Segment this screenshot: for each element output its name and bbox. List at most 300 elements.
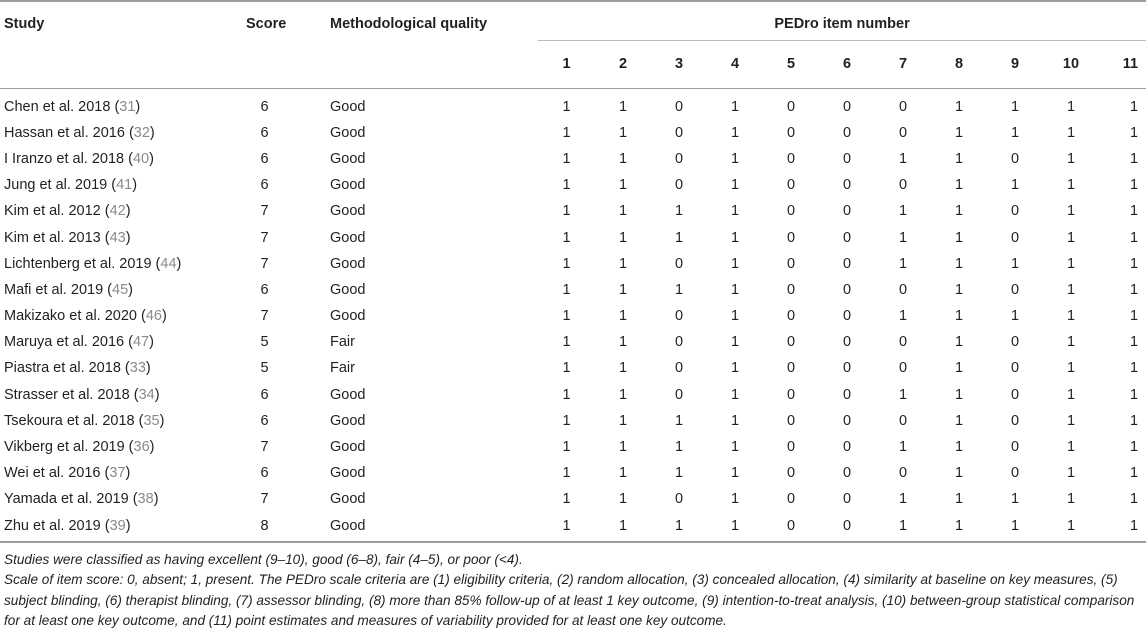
- item-4-cell: 1: [730, 439, 740, 456]
- item-11-cell: 1: [1130, 360, 1139, 377]
- item-10-cell: 1: [1043, 513, 1099, 542]
- item-8-cell: 1: [954, 386, 964, 403]
- item-4-cell: 1: [730, 465, 740, 482]
- footnote-scale-criteria: Scale of item score: 0, absent; 1, present. The PEDro scale criteria are (1) eligibility criteria, (2) random allocation, (3) concealed allocation, (4) similarity at baseline on key measures, (5) subject blinding, (6) therapist blinding, (7) assessor blinding, (8) more than 85% follow-up of at least 1 key outcome, (9) intention-to-treat analysis, (10) between-group statistical comparison for at least one key outcome, and (11) point estimates and measures of variability provided for at least one key outcome.: [4, 572, 1135, 629]
- item-7-cell: 0: [898, 177, 908, 194]
- item-11-cell: 1: [1130, 229, 1139, 246]
- ref-close-paren: ): [135, 98, 141, 115]
- study-cell: [0, 434, 226, 460]
- study-name: Yamada et al. 2019: [4, 491, 129, 508]
- item-6-cell: 0: [842, 334, 852, 351]
- ref-close-paren: ): [176, 255, 182, 272]
- item-11-cell: 1: [1130, 465, 1139, 482]
- header-item-3: 3: [651, 40, 707, 88]
- item-3-cell: 0: [674, 334, 684, 351]
- ref-open-paren: (: [151, 255, 161, 272]
- item-4-cell: 1: [730, 491, 740, 508]
- item-2-cell: 1: [618, 203, 628, 220]
- item-7-cell: 0: [898, 412, 908, 429]
- reference-link[interactable]: 47: [132, 334, 150, 351]
- item-5-cell: 0: [786, 334, 796, 351]
- item-2-cell: 1: [618, 229, 628, 246]
- item-6-cell: 0: [842, 412, 852, 429]
- header-item-5: 5: [763, 40, 819, 88]
- item-3-cell: 1: [674, 439, 684, 456]
- header-item-8: 8: [931, 40, 987, 88]
- quality-cell: Fair: [330, 360, 355, 377]
- item-3-cell: 0: [674, 360, 684, 377]
- item-10-cell: 1: [1066, 177, 1076, 194]
- item-2-cell: 1: [618, 177, 628, 194]
- header-item-4: 4: [707, 40, 763, 88]
- item-9-cell: 1: [1010, 308, 1020, 325]
- study-cell: [0, 408, 226, 434]
- table-row: [0, 355, 1146, 381]
- item-5-cell: 0: [786, 124, 796, 141]
- ref-close-paren: ): [149, 334, 154, 351]
- item-8-cell: 1: [954, 124, 964, 141]
- item-10-cell: 1: [1066, 439, 1076, 456]
- item-10-cell: 1: [1066, 203, 1076, 220]
- item-2-cell: 1: [618, 308, 628, 325]
- table-row: [0, 172, 1146, 198]
- study-name: Piastra et al. 2018: [4, 360, 121, 377]
- item-1-cell: 1: [562, 360, 571, 377]
- ref-open-paren: (: [129, 386, 139, 403]
- item-5-cell: 0: [786, 386, 796, 403]
- ref-open-paren: (: [120, 360, 130, 377]
- item-3-cell: 1: [674, 465, 684, 482]
- ref-open-paren: (: [128, 491, 138, 508]
- quality-cell: Good: [330, 177, 366, 194]
- study-name: Strasser et al. 2018: [4, 386, 130, 403]
- table-row: [0, 513, 1146, 542]
- header-study: Study: [4, 16, 45, 32]
- item-4-cell: 1: [730, 386, 740, 403]
- item-1-cell: 1: [562, 203, 571, 220]
- item-10-cell: 1: [1066, 124, 1076, 141]
- item-6-cell: 0: [842, 229, 852, 246]
- item-4-cell: 1: [730, 124, 740, 141]
- item-2-cell: 1: [618, 334, 628, 351]
- item-11-cell: 1: [1130, 491, 1139, 508]
- table-body: [0, 88, 1146, 542]
- item-11-cell: 1: [1130, 255, 1139, 272]
- ref-close-paren: ): [149, 124, 155, 141]
- item-2-cell: 1: [618, 255, 628, 272]
- item-2-cell: 1: [618, 150, 628, 167]
- study-cell: [0, 198, 226, 224]
- table-row: [0, 224, 1146, 250]
- ref-close-paren: ): [128, 281, 133, 298]
- header-methodological-quality: Methodological quality: [330, 16, 488, 32]
- item-1-cell: 1: [562, 124, 571, 141]
- reference-link[interactable]: 32: [133, 124, 150, 141]
- item-4-cell: 1: [730, 281, 740, 298]
- score-cell: 5: [260, 334, 269, 351]
- item-4-cell: 1: [730, 229, 740, 246]
- item-4-cell: 1: [730, 334, 740, 351]
- item-3-cell: 0: [674, 308, 684, 325]
- quality-cell: Good: [330, 465, 366, 482]
- item-8-cell: 1: [954, 491, 964, 508]
- item-4-cell: 1: [730, 255, 740, 272]
- item-10-cell: 1: [1066, 412, 1076, 429]
- item-4-cell: 1: [707, 513, 763, 542]
- reference-link[interactable]: 39: [109, 517, 126, 534]
- item-5-cell: 0: [786, 255, 796, 272]
- score-cell: 6: [260, 124, 269, 141]
- item-6-cell: 0: [842, 150, 852, 167]
- table-footnotes: [0, 543, 1146, 632]
- item-2-cell: 1: [618, 124, 628, 141]
- ref-close-paren: ): [149, 439, 155, 456]
- item-1-cell: 1: [562, 177, 571, 194]
- study-cell: [0, 120, 226, 146]
- item-9-cell: 1: [987, 513, 1043, 542]
- study-cell: [0, 513, 226, 542]
- ref-close-paren: ): [125, 517, 131, 534]
- item-7-cell: 1: [898, 150, 908, 167]
- ref-open-paren: (: [124, 439, 134, 456]
- item-10-cell: 1: [1066, 386, 1076, 403]
- table-row: [0, 303, 1146, 329]
- ref-close-paren: ): [145, 360, 151, 377]
- quality-cell: Good: [330, 412, 366, 429]
- item-7-cell: 0: [898, 334, 908, 351]
- item-7-cell: 1: [898, 255, 908, 272]
- item-8-cell: 1: [931, 513, 987, 542]
- study-name: Zhu et al. 2019: [4, 517, 101, 534]
- study-name: Maruya et al. 2016: [4, 334, 125, 351]
- reference-link[interactable]: 33: [129, 360, 146, 377]
- table-row: [0, 408, 1146, 434]
- header-item-1: 1: [538, 40, 595, 88]
- score-cell: 7: [260, 203, 269, 220]
- item-6-cell: 0: [842, 177, 852, 194]
- reference-link[interactable]: 45: [112, 281, 129, 298]
- study-name: Kim et al. 2012: [4, 203, 101, 220]
- header-item-6: 6: [819, 40, 875, 88]
- item-8-cell: 1: [954, 360, 964, 377]
- study-cell: [0, 277, 226, 303]
- score-cell: 7: [260, 439, 269, 456]
- item-5-cell: 0: [786, 150, 796, 167]
- item-10-cell: 1: [1066, 465, 1076, 482]
- score-cell: 7: [260, 255, 269, 272]
- item-1-cell: 1: [562, 334, 571, 351]
- item-5-cell: 0: [786, 229, 796, 246]
- study-cell: [0, 329, 226, 355]
- item-5-cell: 0: [786, 308, 796, 325]
- item-9-cell: 0: [1010, 229, 1020, 246]
- item-11-cell: 1: [1130, 412, 1139, 429]
- ref-close-paren: ): [154, 386, 160, 403]
- quality-cell: Good: [330, 386, 366, 403]
- quality-cell: Good: [330, 491, 366, 508]
- item-3-cell: 1: [651, 513, 707, 542]
- item-6-cell: 0: [842, 308, 852, 325]
- reference-link[interactable]: 31: [119, 98, 136, 115]
- header-item-2: 2: [595, 40, 651, 88]
- study-name: Tsekoura et al. 2018: [4, 412, 135, 429]
- item-1-cell: 1: [562, 491, 571, 508]
- table-header: [0, 1, 1146, 88]
- item-6-cell: 0: [842, 98, 852, 115]
- item-8-cell: 1: [954, 334, 964, 351]
- study-cell: [0, 172, 226, 198]
- item-4-cell: 1: [730, 412, 740, 429]
- item-2-cell: 1: [618, 412, 628, 429]
- item-5-cell: 0: [786, 281, 796, 298]
- table-row: [0, 329, 1146, 355]
- item-10-cell: 1: [1066, 98, 1076, 115]
- score-cell: 7: [260, 229, 269, 246]
- item-10-cell: 1: [1066, 281, 1076, 298]
- item-9-cell: 0: [1010, 334, 1020, 351]
- quality-cell: Good: [330, 124, 366, 141]
- quality-cell: Good: [318, 513, 538, 542]
- score-cell: 8: [226, 513, 318, 542]
- item-6-cell: 0: [842, 491, 852, 508]
- reference-link[interactable]: 37: [109, 465, 126, 482]
- item-5-cell: 0: [786, 465, 796, 482]
- study-name: Mafi et al. 2019: [4, 281, 104, 298]
- quality-cell: Good: [330, 98, 366, 115]
- item-6-cell: 0: [842, 386, 852, 403]
- study-cell: [0, 460, 226, 486]
- item-9-cell: 1: [1010, 491, 1020, 508]
- reference-link[interactable]: 34: [138, 386, 155, 403]
- table-row: [0, 198, 1146, 224]
- item-10-cell: 1: [1066, 308, 1076, 325]
- item-11-cell: 1: [1130, 203, 1139, 220]
- study-cell: [0, 355, 226, 381]
- item-3-cell: 1: [674, 229, 684, 246]
- ref-close-paren: ): [162, 308, 167, 325]
- item-8-cell: 1: [954, 150, 964, 167]
- item-7-cell: 1: [898, 386, 908, 403]
- score-cell: 6: [260, 465, 269, 482]
- item-11-cell: 1: [1130, 124, 1139, 141]
- item-9-cell: 0: [1010, 203, 1020, 220]
- item-3-cell: 0: [674, 124, 684, 141]
- item-8-cell: 1: [954, 98, 964, 115]
- item-2-cell: 1: [618, 491, 628, 508]
- item-7-cell: 1: [898, 439, 908, 456]
- item-8-cell: 1: [954, 255, 964, 272]
- footnote-classification: Studies were classified as having excellent (9–10), good (6–8), fair (4–5), or poor (<4).: [4, 551, 523, 567]
- item-10-cell: 1: [1066, 491, 1076, 508]
- ref-open-paren: (: [100, 517, 110, 534]
- item-6-cell: 0: [842, 124, 852, 141]
- item-4-cell: 1: [730, 150, 740, 167]
- item-2-cell: 1: [618, 360, 628, 377]
- quality-cell: Good: [330, 439, 366, 456]
- item-1-cell: 1: [562, 412, 571, 429]
- item-11-cell: 1: [1130, 308, 1139, 325]
- header-item-11: 11: [1099, 40, 1146, 88]
- score-cell: 6: [260, 386, 269, 403]
- table-row: [0, 460, 1146, 486]
- table-row: [0, 277, 1146, 303]
- reference-link[interactable]: 43: [109, 229, 126, 246]
- item-7-cell: 1: [875, 513, 931, 542]
- item-6-cell: 0: [819, 513, 875, 542]
- item-9-cell: 0: [1010, 150, 1020, 167]
- ref-close-paren: ): [132, 177, 138, 194]
- quality-cell: Good: [330, 308, 366, 325]
- ref-close-paren: ): [149, 150, 154, 167]
- item-11-cell: 1: [1130, 150, 1139, 167]
- table-row: [0, 434, 1146, 460]
- study-name: Lichtenberg et al. 2019: [4, 255, 152, 272]
- table-row: [0, 251, 1146, 277]
- item-1-cell: 1: [562, 281, 571, 298]
- item-6-cell: 0: [842, 465, 852, 482]
- header-score: Score: [246, 16, 287, 32]
- item-9-cell: 0: [1010, 439, 1020, 456]
- study-cell: [0, 146, 226, 172]
- header-item-10: 10: [1043, 40, 1099, 88]
- item-3-cell: 0: [674, 255, 684, 272]
- item-4-cell: 1: [730, 360, 740, 377]
- study-cell: [0, 382, 226, 408]
- reference-link[interactable]: 46: [145, 308, 162, 325]
- item-7-cell: 0: [898, 124, 908, 141]
- ref-open-paren: (: [124, 150, 133, 167]
- reference-link[interactable]: 42: [109, 203, 126, 220]
- ref-open-paren: (: [124, 334, 133, 351]
- item-9-cell: 1: [1010, 124, 1020, 141]
- item-7-cell: 1: [898, 491, 908, 508]
- item-7-cell: 0: [898, 465, 908, 482]
- item-4-cell: 1: [730, 98, 740, 115]
- ref-open-paren: (: [110, 98, 120, 115]
- table-row: [0, 382, 1146, 408]
- table-row: [0, 146, 1146, 172]
- quality-cell: Good: [330, 229, 366, 246]
- item-7-cell: 1: [898, 229, 908, 246]
- reference-link[interactable]: 35: [143, 412, 160, 429]
- item-11-cell: 1: [1130, 439, 1139, 456]
- item-5-cell: 0: [786, 439, 796, 456]
- study-cell: [0, 303, 226, 329]
- ref-close-paren: ): [125, 203, 131, 220]
- item-8-cell: 1: [954, 203, 964, 220]
- item-2-cell: 1: [595, 513, 651, 542]
- header-pedro-item-number: PEDro item number: [774, 16, 910, 32]
- item-6-cell: 0: [842, 439, 852, 456]
- item-9-cell: 1: [1010, 98, 1020, 115]
- study-name: Wei et al. 2016: [4, 465, 101, 482]
- item-11-cell: 1: [1099, 513, 1146, 542]
- score-cell: 5: [260, 360, 269, 377]
- item-9-cell: 0: [1010, 386, 1020, 403]
- study-name: Kim et al. 2013: [4, 229, 101, 246]
- reference-link[interactable]: 38: [137, 491, 154, 508]
- ref-close-paren: ): [153, 491, 159, 508]
- item-1-cell: 1: [562, 439, 571, 456]
- item-5-cell: 0: [763, 513, 819, 542]
- item-11-cell: 1: [1130, 281, 1139, 298]
- quality-cell: Good: [330, 150, 366, 167]
- table-row: [0, 486, 1146, 512]
- item-6-cell: 0: [842, 360, 852, 377]
- study-cell: [0, 486, 226, 512]
- table-row: [0, 88, 1146, 120]
- header-item-9: 9: [987, 40, 1043, 88]
- score-cell: 6: [260, 281, 269, 298]
- header-item-7: 7: [875, 40, 931, 88]
- item-10-cell: 1: [1066, 229, 1076, 246]
- item-5-cell: 0: [786, 360, 796, 377]
- study-cell: [0, 88, 226, 120]
- reference-link[interactable]: 44: [160, 255, 177, 272]
- item-9-cell: 1: [1010, 177, 1020, 194]
- item-4-cell: 1: [730, 203, 740, 220]
- ref-open-paren: (: [124, 124, 134, 141]
- item-4-cell: 1: [730, 177, 740, 194]
- score-cell: 7: [260, 308, 269, 325]
- item-1-cell: 1: [562, 308, 571, 325]
- item-4-cell: 1: [730, 308, 740, 325]
- item-8-cell: 1: [954, 308, 964, 325]
- item-9-cell: 0: [1010, 281, 1020, 298]
- item-5-cell: 0: [786, 177, 796, 194]
- score-cell: 6: [260, 412, 269, 429]
- item-2-cell: 1: [618, 439, 628, 456]
- item-7-cell: 0: [898, 360, 908, 377]
- item-7-cell: 1: [898, 308, 908, 325]
- item-10-cell: 1: [1066, 334, 1076, 351]
- item-8-cell: 1: [954, 465, 964, 482]
- item-8-cell: 1: [954, 439, 964, 456]
- item-2-cell: 1: [618, 281, 628, 298]
- item-11-cell: 1: [1130, 98, 1139, 115]
- item-10-cell: 1: [1066, 360, 1076, 377]
- study-name: Chen et al. 2018: [4, 98, 111, 115]
- item-5-cell: 0: [786, 203, 796, 220]
- ref-close-paren: ): [159, 412, 165, 429]
- item-10-cell: 1: [1066, 150, 1076, 167]
- item-9-cell: 1: [1010, 255, 1020, 272]
- item-10-cell: 1: [1066, 255, 1076, 272]
- item-2-cell: 1: [618, 98, 628, 115]
- quality-cell: Fair: [330, 334, 355, 351]
- item-1-cell: 1: [562, 255, 571, 272]
- item-2-cell: 1: [618, 465, 628, 482]
- item-8-cell: 1: [954, 281, 964, 298]
- study-name: Makizako et al. 2020: [4, 308, 137, 325]
- item-1-cell: 1: [562, 465, 571, 482]
- score-cell: 7: [260, 491, 269, 508]
- item-3-cell: 0: [674, 98, 684, 115]
- item-8-cell: 1: [954, 229, 964, 246]
- study-name: Hassan et al. 2016: [4, 124, 125, 141]
- reference-link[interactable]: 40: [132, 150, 150, 167]
- item-1-cell: 1: [562, 150, 571, 167]
- item-3-cell: 0: [674, 386, 684, 403]
- item-1-cell: 1: [538, 513, 595, 542]
- item-9-cell: 0: [1010, 465, 1020, 482]
- item-6-cell: 0: [842, 281, 852, 298]
- quality-cell: Good: [330, 255, 366, 272]
- reference-link[interactable]: 36: [133, 439, 150, 456]
- item-1-cell: 1: [562, 98, 571, 115]
- reference-link[interactable]: 41: [116, 177, 133, 194]
- table-row: [0, 120, 1146, 146]
